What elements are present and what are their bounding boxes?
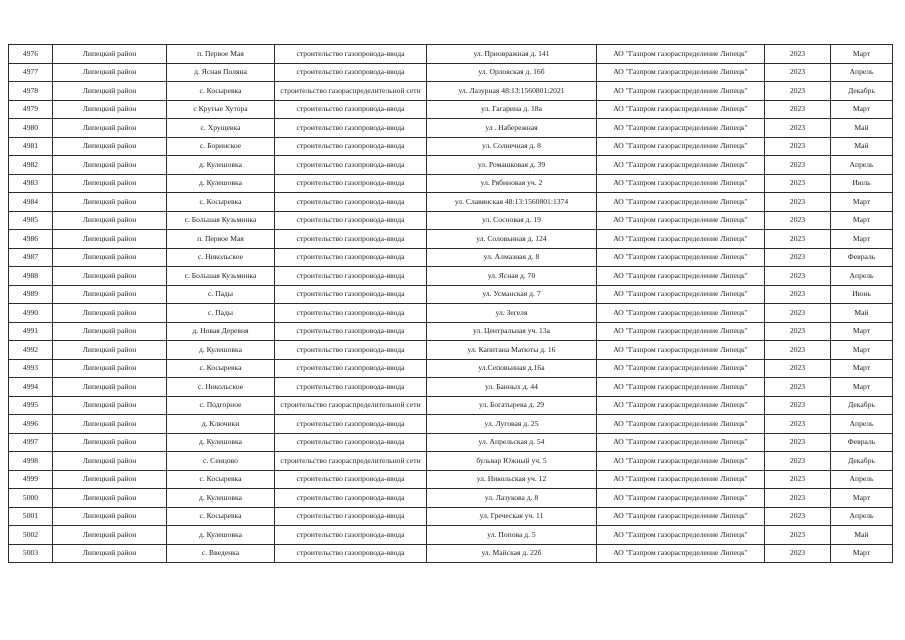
row-number-cell: 4987 <box>9 248 53 267</box>
month-cell: Март <box>831 193 893 212</box>
year-cell: 2023 <box>765 137 831 156</box>
row-number-cell: 4995 <box>9 396 53 415</box>
month-cell: Март <box>831 100 893 119</box>
month-cell: Март <box>831 230 893 249</box>
row-number-cell: 4992 <box>9 341 53 360</box>
month-cell: Апрель <box>831 415 893 434</box>
district-cell: Липецкий район <box>53 267 167 286</box>
locality-cell: с. Пады <box>167 285 275 304</box>
organization-cell: АО "Газпром газораспределение Липецк" <box>597 452 765 471</box>
table-row <box>9 378 893 397</box>
address-cell: ул. Сосновая д. 19 <box>427 211 597 230</box>
month-cell: Март <box>831 359 893 378</box>
district-cell: Липецкий район <box>53 156 167 175</box>
year-cell: 2023 <box>765 193 831 212</box>
work-type-cell: строительство газопровода-ввода <box>275 285 427 304</box>
year-cell: 2023 <box>765 507 831 526</box>
locality-cell: с. Никольское <box>167 378 275 397</box>
locality-cell: п. Первое Мая <box>167 45 275 64</box>
year-cell: 2023 <box>765 433 831 452</box>
work-type-cell: строительство газопровода-ввода <box>275 544 427 563</box>
work-type-cell: строительство газопровода-ввода <box>275 470 427 489</box>
year-cell: 2023 <box>765 45 831 64</box>
table-row <box>9 174 893 193</box>
month-cell: Декабрь <box>831 396 893 415</box>
year-cell: 2023 <box>765 304 831 323</box>
table-row <box>9 507 893 526</box>
address-cell: ул . Набережная <box>427 119 597 138</box>
year-cell: 2023 <box>765 156 831 175</box>
organization-cell: АО "Газпром газораспределение Липецк" <box>597 433 765 452</box>
organization-cell: АО "Газпром газораспределение Липецк" <box>597 82 765 101</box>
table-row <box>9 100 893 119</box>
table-row <box>9 470 893 489</box>
row-number-cell: 4997 <box>9 433 53 452</box>
month-cell: Февраль <box>831 248 893 267</box>
district-cell: Липецкий район <box>53 230 167 249</box>
year-cell: 2023 <box>765 82 831 101</box>
row-number-cell: 4998 <box>9 452 53 471</box>
address-cell: ул. Солнечная д. 8 <box>427 137 597 156</box>
organization-cell: АО "Газпром газораспределение Липецк" <box>597 285 765 304</box>
month-cell: Март <box>831 378 893 397</box>
table-row <box>9 230 893 249</box>
organization-cell: АО "Газпром газораспределение Липецк" <box>597 341 765 360</box>
organization-cell: АО "Газпром газораспределение Липецк" <box>597 45 765 64</box>
address-cell: ул. Никольская уч. 12 <box>427 470 597 489</box>
address-cell: ул. Богатырева д. 29 <box>427 396 597 415</box>
organization-cell: АО "Газпром газораспределение Липецк" <box>597 396 765 415</box>
table-row <box>9 452 893 471</box>
district-cell: Липецкий район <box>53 507 167 526</box>
work-type-cell: строительство газопровода-ввода <box>275 507 427 526</box>
locality-cell: с. Косыревка <box>167 82 275 101</box>
month-cell: Май <box>831 119 893 138</box>
row-number-cell: 5003 <box>9 544 53 563</box>
work-type-cell: строительство газопровода-ввода <box>275 341 427 360</box>
organization-cell: АО "Газпром газораспределение Липецк" <box>597 507 765 526</box>
district-cell: Липецкий район <box>53 322 167 341</box>
district-cell: Липецкий район <box>53 45 167 64</box>
work-type-cell: строительство газопровода-ввода <box>275 63 427 82</box>
district-cell: Липецкий район <box>53 433 167 452</box>
locality-cell: с. Подгорное <box>167 396 275 415</box>
work-type-cell: строительство газопровода-ввода <box>275 489 427 508</box>
work-type-cell: строительство газопровода-ввода <box>275 304 427 323</box>
month-cell: Апрель <box>831 507 893 526</box>
locality-cell: д. Ясная Поляна <box>167 63 275 82</box>
work-type-cell: строительство газопровода-ввода <box>275 100 427 119</box>
year-cell: 2023 <box>765 544 831 563</box>
row-number-cell: 4978 <box>9 82 53 101</box>
month-cell: Май <box>831 526 893 545</box>
address-cell: ул. Усманская д. 7 <box>427 285 597 304</box>
district-cell: Липецкий район <box>53 544 167 563</box>
month-cell: Март <box>831 489 893 508</box>
table-row <box>9 137 893 156</box>
work-type-cell: строительство газопровода-ввода <box>275 211 427 230</box>
year-cell: 2023 <box>765 396 831 415</box>
table-row <box>9 544 893 563</box>
work-type-cell: строительство газопровода-ввода <box>275 267 427 286</box>
locality-cell: с. Боринское <box>167 137 275 156</box>
organization-cell: АО "Газпром газораспределение Липецк" <box>597 526 765 545</box>
organization-cell: АО "Газпром газораспределение Липецк" <box>597 415 765 434</box>
organization-cell: АО "Газпром газораспределение Липецк" <box>597 193 765 212</box>
year-cell: 2023 <box>765 341 831 360</box>
organization-cell: АО "Газпром газораспределение Липецк" <box>597 174 765 193</box>
row-number-cell: 4988 <box>9 267 53 286</box>
month-cell: Апрель <box>831 470 893 489</box>
district-cell: Липецкий район <box>53 100 167 119</box>
locality-cell: с. Пады <box>167 304 275 323</box>
address-cell: ул. Славянская 48:13:1560801:1374 <box>427 193 597 212</box>
table-row <box>9 359 893 378</box>
work-type-cell: строительство газопровода-ввода <box>275 193 427 212</box>
work-type-cell: строительство газораспределительной сети <box>275 452 427 471</box>
address-cell: ул. Майская д. 22б <box>427 544 597 563</box>
organization-cell: АО "Газпром газораспределение Липецк" <box>597 156 765 175</box>
address-cell: ул. Лазурная 48:13:1560801:2021 <box>427 82 597 101</box>
month-cell: Июнь <box>831 285 893 304</box>
row-number-cell: 5000 <box>9 489 53 508</box>
year-cell: 2023 <box>765 100 831 119</box>
table-row <box>9 45 893 64</box>
month-cell: Март <box>831 341 893 360</box>
year-cell: 2023 <box>765 174 831 193</box>
district-cell: Липецкий район <box>53 415 167 434</box>
organization-cell: АО "Газпром газораспределение Липецк" <box>597 378 765 397</box>
row-number-cell: 4989 <box>9 285 53 304</box>
address-cell: ул. Апрельская д. 54 <box>427 433 597 452</box>
work-type-cell: строительство газопровода-ввода <box>275 248 427 267</box>
district-cell: Липецкий район <box>53 359 167 378</box>
organization-cell: АО "Газпром газораспределение Липецк" <box>597 304 765 323</box>
locality-cell: с. Большая Кузьминка <box>167 211 275 230</box>
month-cell: Декабрь <box>831 452 893 471</box>
district-cell: Липецкий район <box>53 119 167 138</box>
address-cell: ул. Капитана Матюты д. 16 <box>427 341 597 360</box>
district-cell: Липецкий район <box>53 137 167 156</box>
row-number-cell: 4999 <box>9 470 53 489</box>
locality-cell: с. Никольское <box>167 248 275 267</box>
district-cell: Липецкий район <box>53 82 167 101</box>
row-number-cell: 4994 <box>9 378 53 397</box>
row-number-cell: 5001 <box>9 507 53 526</box>
work-type-cell: строительство газопровода-ввода <box>275 433 427 452</box>
district-cell: Липецкий район <box>53 396 167 415</box>
table-row <box>9 119 893 138</box>
table-row <box>9 285 893 304</box>
work-type-cell: строительство газопровода-ввода <box>275 526 427 545</box>
district-cell: Липецкий район <box>53 174 167 193</box>
year-cell: 2023 <box>765 470 831 489</box>
year-cell: 2023 <box>765 415 831 434</box>
work-type-cell: строительство газопровода-ввода <box>275 378 427 397</box>
locality-cell: с. Косыревка <box>167 507 275 526</box>
table-row <box>9 156 893 175</box>
gas-works-table <box>8 44 893 563</box>
district-cell: Липецкий район <box>53 304 167 323</box>
locality-cell: с. Большая Кузьминка <box>167 267 275 286</box>
locality-cell: с. Введенка <box>167 544 275 563</box>
work-type-cell: строительство газопровода-ввода <box>275 415 427 434</box>
year-cell: 2023 <box>765 63 831 82</box>
organization-cell: АО "Газпром газораспределение Липецк" <box>597 100 765 119</box>
year-cell: 2023 <box>765 230 831 249</box>
address-cell: ул. Зегеля <box>427 304 597 323</box>
year-cell: 2023 <box>765 359 831 378</box>
organization-cell: АО "Газпром газораспределение Липецк" <box>597 63 765 82</box>
locality-cell: д. Кулешовка <box>167 489 275 508</box>
month-cell: Март <box>831 544 893 563</box>
table-row <box>9 267 893 286</box>
organization-cell: АО "Газпром газораспределение Липецк" <box>597 137 765 156</box>
address-cell: ул.Сеповьиная д.16а <box>427 359 597 378</box>
address-cell: ул. Ясная д. 70 <box>427 267 597 286</box>
address-cell: ул. Греческая уч. 11 <box>427 507 597 526</box>
address-cell: ул. Ромашковая д. 39 <box>427 156 597 175</box>
work-type-cell: строительство газопровода-ввода <box>275 45 427 64</box>
year-cell: 2023 <box>765 267 831 286</box>
organization-cell: АО "Газпром газораспределение Липецк" <box>597 470 765 489</box>
organization-cell: АО "Газпром газораспределение Липецк" <box>597 267 765 286</box>
district-cell: Липецкий район <box>53 211 167 230</box>
row-number-cell: 4979 <box>9 100 53 119</box>
organization-cell: АО "Газпром газораспределение Липецк" <box>597 544 765 563</box>
locality-cell: с. Хрущевка <box>167 119 275 138</box>
year-cell: 2023 <box>765 248 831 267</box>
row-number-cell: 4993 <box>9 359 53 378</box>
address-cell: ул. Орловская д. 16б <box>427 63 597 82</box>
row-number-cell: 4981 <box>9 137 53 156</box>
row-number-cell: 4976 <box>9 45 53 64</box>
district-cell: Липецкий район <box>53 285 167 304</box>
row-number-cell: 4980 <box>9 119 53 138</box>
district-cell: Липецкий район <box>53 341 167 360</box>
table-row <box>9 63 893 82</box>
locality-cell: д. Кулешовка <box>167 526 275 545</box>
month-cell: Март <box>831 45 893 64</box>
month-cell: Март <box>831 211 893 230</box>
table-row <box>9 211 893 230</box>
address-cell: ул. Попова д. 5 <box>427 526 597 545</box>
year-cell: 2023 <box>765 526 831 545</box>
row-number-cell: 5002 <box>9 526 53 545</box>
district-cell: Липецкий район <box>53 526 167 545</box>
district-cell: Липецкий район <box>53 489 167 508</box>
month-cell: Май <box>831 304 893 323</box>
locality-cell: д. Кулешовка <box>167 341 275 360</box>
work-type-cell: строительство газопровода-ввода <box>275 119 427 138</box>
address-cell: ул. Луговая д. 25 <box>427 415 597 434</box>
work-type-cell: строительство газопровода-ввода <box>275 156 427 175</box>
table-row <box>9 322 893 341</box>
row-number-cell: 4977 <box>9 63 53 82</box>
organization-cell: АО "Газпром газораспределение Липецк" <box>597 248 765 267</box>
locality-cell: с. Косыревка <box>167 193 275 212</box>
table-row <box>9 415 893 434</box>
year-cell: 2023 <box>765 322 831 341</box>
month-cell: Апрель <box>831 267 893 286</box>
table-row <box>9 433 893 452</box>
organization-cell: АО "Газпром газораспределение Липецк" <box>597 211 765 230</box>
month-cell: Июль <box>831 174 893 193</box>
locality-cell: д. Кулешовка <box>167 156 275 175</box>
district-cell: Липецкий район <box>53 248 167 267</box>
work-type-cell: строительство газопровода-ввода <box>275 230 427 249</box>
address-cell: ул. Банных д. 44 <box>427 378 597 397</box>
table-row <box>9 396 893 415</box>
table-row <box>9 304 893 323</box>
year-cell: 2023 <box>765 211 831 230</box>
year-cell: 2023 <box>765 285 831 304</box>
district-cell: Липецкий район <box>53 378 167 397</box>
organization-cell: АО "Газпром газораспределение Липецк" <box>597 489 765 508</box>
month-cell: Декабрь <box>831 82 893 101</box>
locality-cell: с. Косыревка <box>167 470 275 489</box>
month-cell: Апрель <box>831 156 893 175</box>
work-type-cell: строительство газораспределительной сети <box>275 396 427 415</box>
row-number-cell: 4996 <box>9 415 53 434</box>
address-cell: ул. Алмазная д. 8 <box>427 248 597 267</box>
locality-cell: п. Первое Мая <box>167 230 275 249</box>
month-cell: Апрель <box>831 63 893 82</box>
month-cell: Март <box>831 322 893 341</box>
row-number-cell: 4983 <box>9 174 53 193</box>
row-number-cell: 4985 <box>9 211 53 230</box>
district-cell: Липецкий район <box>53 470 167 489</box>
locality-cell: с. Сенцово <box>167 452 275 471</box>
year-cell: 2023 <box>765 119 831 138</box>
row-number-cell: 4986 <box>9 230 53 249</box>
row-number-cell: 4991 <box>9 322 53 341</box>
address-cell: ул. Центральная уч. 13а <box>427 322 597 341</box>
locality-cell: с Крутые Хутора <box>167 100 275 119</box>
district-cell: Липецкий район <box>53 193 167 212</box>
year-cell: 2023 <box>765 489 831 508</box>
table-row <box>9 526 893 545</box>
address-cell: ул. Гагарина д. 18а <box>427 100 597 119</box>
district-cell: Липецкий район <box>53 63 167 82</box>
work-type-cell: строительство газопровода-ввода <box>275 137 427 156</box>
year-cell: 2023 <box>765 452 831 471</box>
address-cell: ул. Приовражная д. 141 <box>427 45 597 64</box>
address-cell: ул. Соловьиная д. 124 <box>427 230 597 249</box>
table-row <box>9 341 893 360</box>
row-number-cell: 4984 <box>9 193 53 212</box>
work-type-cell: строительство газораспределительной сети <box>275 82 427 101</box>
organization-cell: АО "Газпром газораспределение Липецк" <box>597 230 765 249</box>
work-type-cell: строительство газопровода-ввода <box>275 322 427 341</box>
row-number-cell: 4990 <box>9 304 53 323</box>
organization-cell: АО "Газпром газораспределение Липецк" <box>597 322 765 341</box>
address-cell: бульвар Южный уч. 5 <box>427 452 597 471</box>
locality-cell: д. Кулешовка <box>167 174 275 193</box>
organization-cell: АО "Газпром газораспределение Липецк" <box>597 359 765 378</box>
table-row <box>9 489 893 508</box>
table-row <box>9 193 893 212</box>
locality-cell: д. Ключики <box>167 415 275 434</box>
locality-cell: д. Кулешовка <box>167 433 275 452</box>
year-cell: 2023 <box>765 378 831 397</box>
locality-cell: д. Новая Деревня <box>167 322 275 341</box>
organization-cell: АО "Газпром газораспределение Липецк" <box>597 119 765 138</box>
table-row <box>9 82 893 101</box>
address-cell: ул. Лазукова д. 8 <box>427 489 597 508</box>
work-type-cell: строительство газопровода-ввода <box>275 174 427 193</box>
work-type-cell: строительство газопровода-ввода <box>275 359 427 378</box>
month-cell: Май <box>831 137 893 156</box>
table-body <box>9 45 893 563</box>
locality-cell: с. Косыревка <box>167 359 275 378</box>
month-cell: Февраль <box>831 433 893 452</box>
district-cell: Липецкий район <box>53 452 167 471</box>
table-row <box>9 248 893 267</box>
row-number-cell: 4982 <box>9 156 53 175</box>
address-cell: ул. Рябиновая уч. 2 <box>427 174 597 193</box>
